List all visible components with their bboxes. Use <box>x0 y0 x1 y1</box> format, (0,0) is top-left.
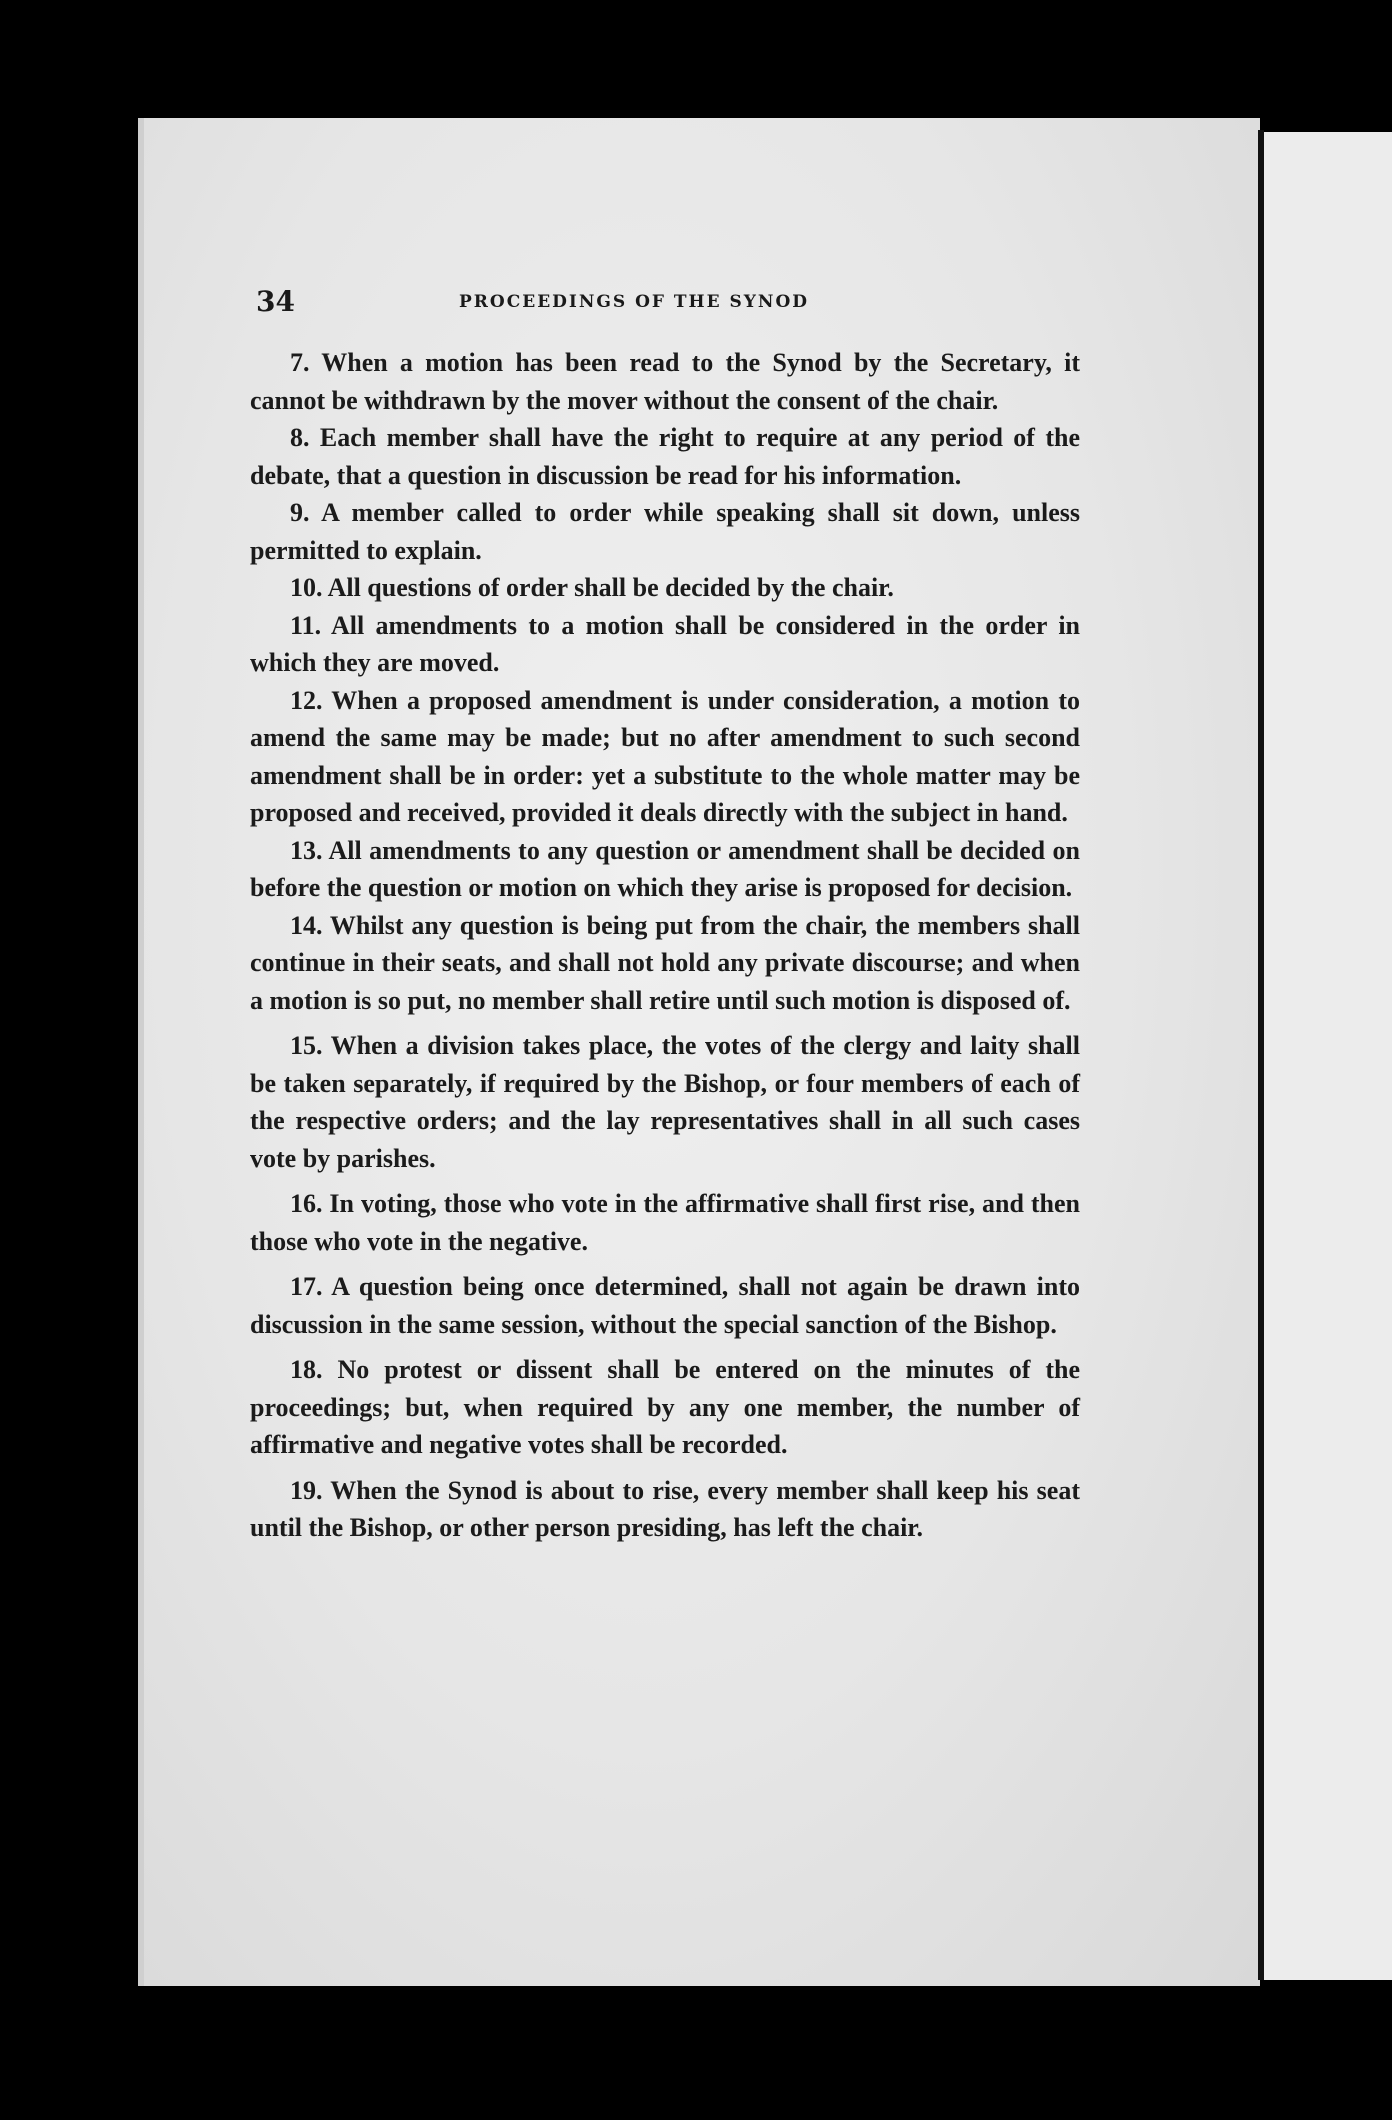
rule-16: 16. In voting, those who vote in the affirmative shall first rise, and then those who vote in the negative. <box>250 1189 1080 1256</box>
rule-11: 11. All amendments to a motion shall be considered in the order in which they are moved. <box>250 610 1080 677</box>
rule-10: 10. All questions of order shall be decided by the chair. <box>290 573 894 602</box>
rule-14: 14. Whilst any question is being put from the chair, the members shall continue in their seats, and shall not hold any private discourse; and when a motion is so put, no member shall retire until such motion is disposed of. <box>250 910 1080 1015</box>
rule-18: 18. No protest or dissent shall be entered on the minutes of the proceedings; but, when required by any one member, the number of affirmative and negative votes shall be recorded. <box>250 1355 1080 1459</box>
facing-page <box>1264 132 1392 1980</box>
page-number: 34 <box>256 285 295 318</box>
rule-13: 13. All amendments to any question or amendment shall be decided on before the question or motion on which they arise is proposed for decision. <box>250 835 1080 902</box>
rule-9: 9. A member called to order while speaking shall sit down, unless permitted to explain. <box>250 498 1080 565</box>
rule-19: 19. When the Synod is about to rise, every member shall keep his seat until the Bishop, or other person presiding, has left the chair. <box>250 1475 1080 1542</box>
rule-7: 7. When a motion has been read to the Synod by the Secretary, it cannot be withdrawn by the mover without the consent of the chair. <box>250 348 1080 415</box>
running-head: PROCEEDINGS OF THE SYNOD <box>459 292 809 312</box>
rule-12: 12. When a proposed amendment is under consideration, a motion to amend the same may be made; but no after amendment to such second amendment shall be in order: yet a substitute to the whole matter may be proposed and received, provided it deals directly with the subject in hand. <box>250 685 1080 827</box>
rule-15: 15. When a division takes place, the votes of the clergy and laity shall be taken separately, if required by the Bishop, or four members of each of the respective orders; and the lay representatives shall in all such cases vote by parishes. <box>250 1031 1080 1173</box>
rule-8: 8. Each member shall have the right to require at any period of the debate, that a question in discussion be read for his information. <box>250 423 1080 490</box>
rules-text <box>250 344 1080 1547</box>
page-edge <box>138 118 144 1986</box>
page-header <box>256 285 1088 325</box>
rule-17: 17. A question being once determined, shall not again be drawn into discussion in the same session, without the special sanction of the Bishop. <box>250 1272 1080 1339</box>
